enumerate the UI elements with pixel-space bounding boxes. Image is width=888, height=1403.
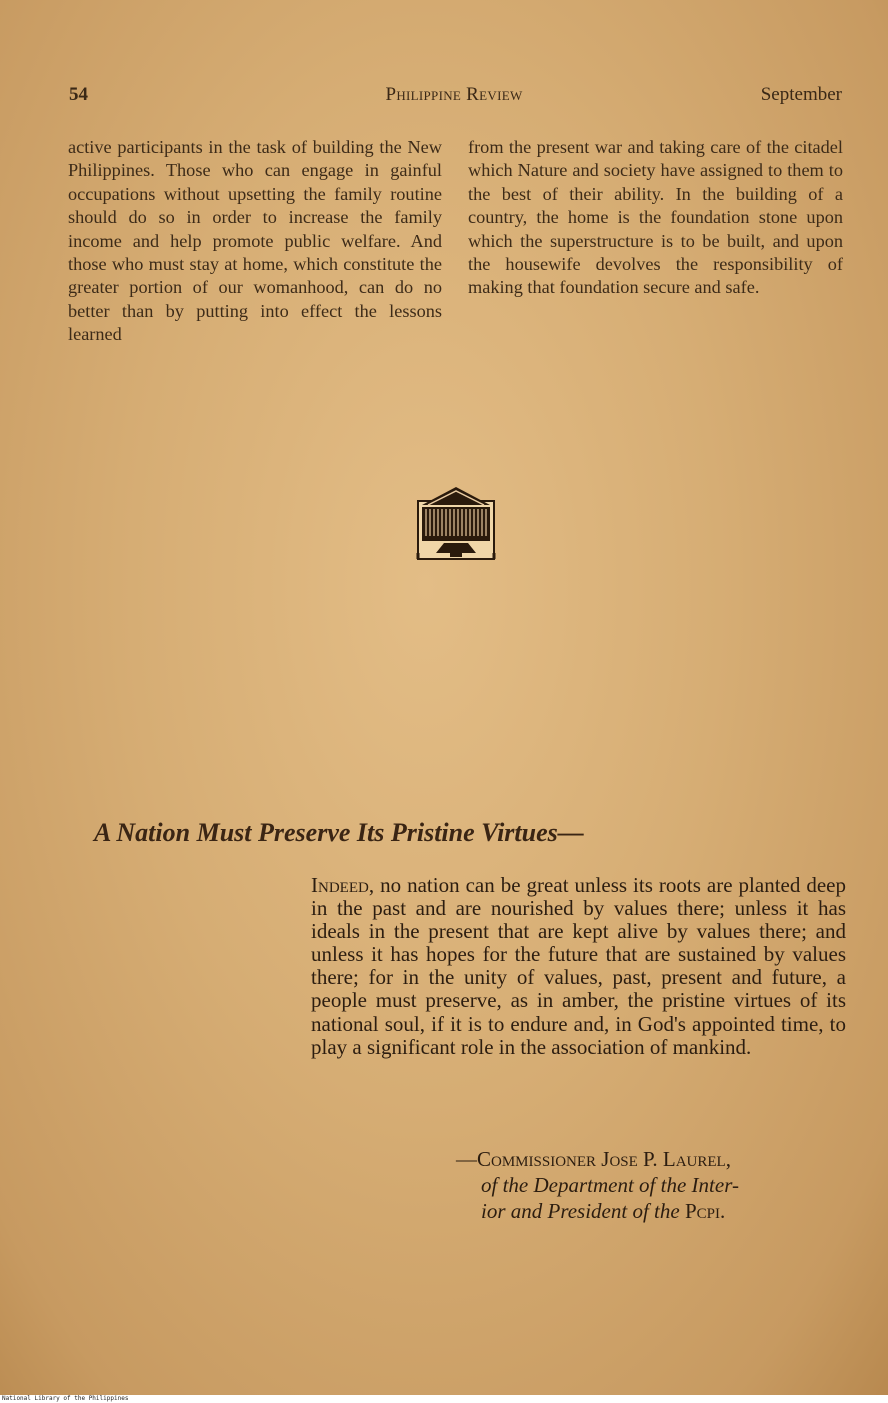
- footer-strip: [0, 1395, 888, 1403]
- library-credit: National Library of the Philippines: [2, 1395, 129, 1402]
- feature-quote: [311, 874, 846, 1059]
- quote-body: no nation can be great unless its roots are planted deep in the past and are nourished by values there; unless it has ideals in the present that are kept alive by values there; and unless it has hopes for the future that are sustained by values there; for in the unity of values, past, present and future, a people must preserve, as in amber, the pristine virtues of its national soul, if it is to endure and, in God's appointed time, to play a significant role in the association of mankind.: [311, 873, 846, 1059]
- attribution-org: Pcpi.: [679, 1199, 726, 1223]
- attribution: [456, 1146, 846, 1224]
- page-number: 54: [69, 84, 88, 105]
- attribution-name: —Commissioner Jose P. Laurel,: [456, 1147, 731, 1171]
- issue-month: September: [760, 84, 842, 105]
- left-text-column: [68, 136, 442, 347]
- feature-heading: A Nation Must Preserve Its Pristine Virtues—: [94, 818, 584, 847]
- left-column-paragraph: active participants in the task of building the New Philippines. Those who can engage in gainful occupations without upsetting the family routine should do so in order to increase the family income and help promote public welfare. And those who must stay at home, which constitute the greater portion of our womanhood, can do no better than by putting into effect the lessons learned: [68, 137, 442, 345]
- attribution-title-line-2: ior and President of the: [481, 1199, 680, 1223]
- right-column-paragraph: from the present war and taking care of the citadel which Nature and society have assigned to them to the best of their ability. In the building of a country, the home is the foundation stone upon which the superstructure is to be built, and upon the housewife devolves the responsibility of making that foundation secure and safe.: [468, 137, 843, 298]
- quote-lead-word: Indeed,: [311, 873, 375, 897]
- right-text-column: [468, 136, 843, 300]
- building-emblem-icon: [414, 481, 498, 563]
- attribution-title-line: of the Department of the Inter-: [481, 1173, 739, 1197]
- journal-title: Philippine Review: [385, 84, 523, 105]
